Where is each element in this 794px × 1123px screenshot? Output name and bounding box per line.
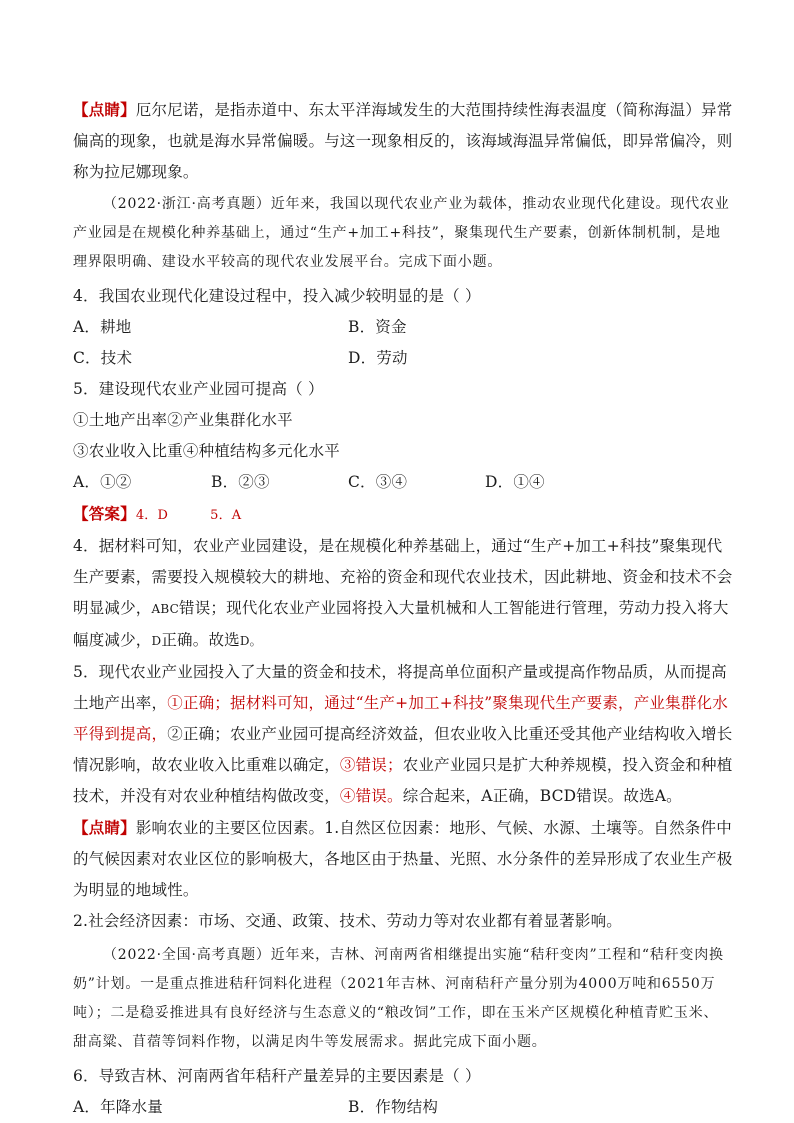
- reading-passage: （2022·浙江·高考真题）近年来，我国以现代农业产业为载体，推动农业现代化建设。现代农业产业园是在规模化种养基础上，通过“生产+加工+科技”，聚集现代生产要素，创新体制机制，是地理界限明确、建设水平较高的现代农业发展平台。完成下面小题。: [73, 196, 730, 270]
- options-row: [73, 467, 733, 498]
- options-row: [73, 312, 733, 343]
- explanation-5: [73, 657, 733, 812]
- explanation-text: 正确。故选: [161, 631, 240, 649]
- explanation-text: 农业产业园可提高经济效益，但农业收入比重还受其他产业结构收入增长情况影响，故农业收入比重难以确定，: [73, 725, 733, 774]
- option-c: C．技术: [73, 349, 133, 367]
- question-stem: 6．导致吉林、河南两省年秸秆产量差异的主要因素是（ ）: [73, 1067, 481, 1085]
- answer-tag: 【答案】: [73, 504, 136, 523]
- explanation-text-red: ①正确；据材料可知，通过“生产+加工+科技”聚集现代生产要素，产业集群化水平得到提高，: [73, 694, 728, 743]
- note-paragraph: [73, 812, 733, 906]
- option-b: B．②③: [211, 473, 270, 491]
- explanation-text: ②正确；: [167, 725, 231, 743]
- statement-line: ③农业收入比重④种植结构多元化水平: [73, 442, 340, 460]
- note-text: 厄尔尼诺，是指赤道中、东太平洋海域发生的大范围持续性海表温度（简称海温）异常偏高的现象，也就是海水异常偏暖。与这一现象相反的，该海域海温异常偏低，即异常偏冷，则称为拉尼娜现象。: [73, 101, 733, 181]
- explanation-text: 5．现代农业产业园投入了大量的资金和技术，将提高单位面积产量或提高作物品质，从而提高土地产出率，: [73, 663, 727, 712]
- option-d: D．①④: [485, 473, 545, 491]
- document-page: [73, 94, 733, 1123]
- reading-passage: （2022·全国·高考真题）近年来，吉林、河南两省相继提出实施“秸秆变肉”工程和“秸秆变肉换奶”计划。一是重点推进秸秆饲料化进程（2021年吉林、河南秸秆产量分别为4000万吨和6550万吨）；二是稳妥推进具有良好经济与生态意义的“粮改饲”工作，即在玉米产区规模化种植青贮玉米、甜高粱、苜蓿等饲料作物，以满足肉牛等发展需求。据此完成下面小题。: [73, 947, 724, 1050]
- option-c: C．③④: [348, 473, 408, 491]
- option-b: B．作物结构: [348, 1098, 439, 1116]
- explanation-text: 综合起来，A正确，BCD错误。故选A。: [402, 787, 682, 805]
- question-stem: 5．建设现代农业产业园可提高（ ）: [73, 380, 324, 398]
- note-text-2: 2.社会经济因素：市场、交通、政策、技术、劳动力等对农业都有着显著影响。: [73, 912, 622, 930]
- question-stem: 4．我国农业现代化建设过程中，投入减少较明显的是（ ）: [73, 287, 481, 305]
- explanation-text-red: ③错误；: [339, 756, 403, 774]
- note-tag: 【点睛】: [73, 100, 136, 119]
- answer-5: 5．A: [210, 508, 242, 523]
- option-a: A．年降水量: [73, 1098, 163, 1116]
- option-a: A．耕地: [73, 318, 132, 336]
- note-text: 影响农业的主要区位因素。1.自然区位因素：地形、气候、水源、土壤等。自然条件中的气候因素对农业区位的影响极大，各地区由于热量、光照、水分条件的差异形成了农业生产极为明显的地域性。: [73, 819, 733, 899]
- options-row: [73, 343, 733, 374]
- note-paragraph: [73, 94, 733, 188]
- explanation-text: D: [151, 634, 162, 648]
- explanation-text: 错误；现代化农业产业园将投入大量机械和人工智能进行管理，劳动力投入将大幅度减少，: [73, 599, 729, 649]
- option-b: B．资金: [348, 318, 407, 336]
- statement-line: ①土地产出率②产业集群化水平: [73, 411, 293, 429]
- note-tag: 【点睛】: [73, 818, 136, 837]
- explanation-4: [73, 531, 733, 657]
- explanation-text: ABC: [151, 602, 180, 616]
- option-a: A．①②: [73, 473, 132, 491]
- explanation-text: D。: [239, 634, 262, 648]
- explanation-text: 4．据材料可知，农业产业园建设，是在规模化种养基础上，通过“生产+加工+科技”聚集现代生产要素，需要投入规模较大的耕地、充裕的资金和现代农业技术，因此耕地、资金和技术不会明显减少，: [73, 537, 733, 617]
- option-d: D．劳动: [348, 349, 408, 367]
- answer-line: [73, 498, 733, 531]
- options-row: [73, 1092, 733, 1123]
- answer-4: 4．D: [135, 508, 169, 523]
- explanation-text: 农业产业园只是扩大种养规模，投入资金和种植技术，并没有对农业种植结构做改变，: [73, 756, 733, 805]
- explanation-text-red: ④错误。: [339, 787, 403, 805]
